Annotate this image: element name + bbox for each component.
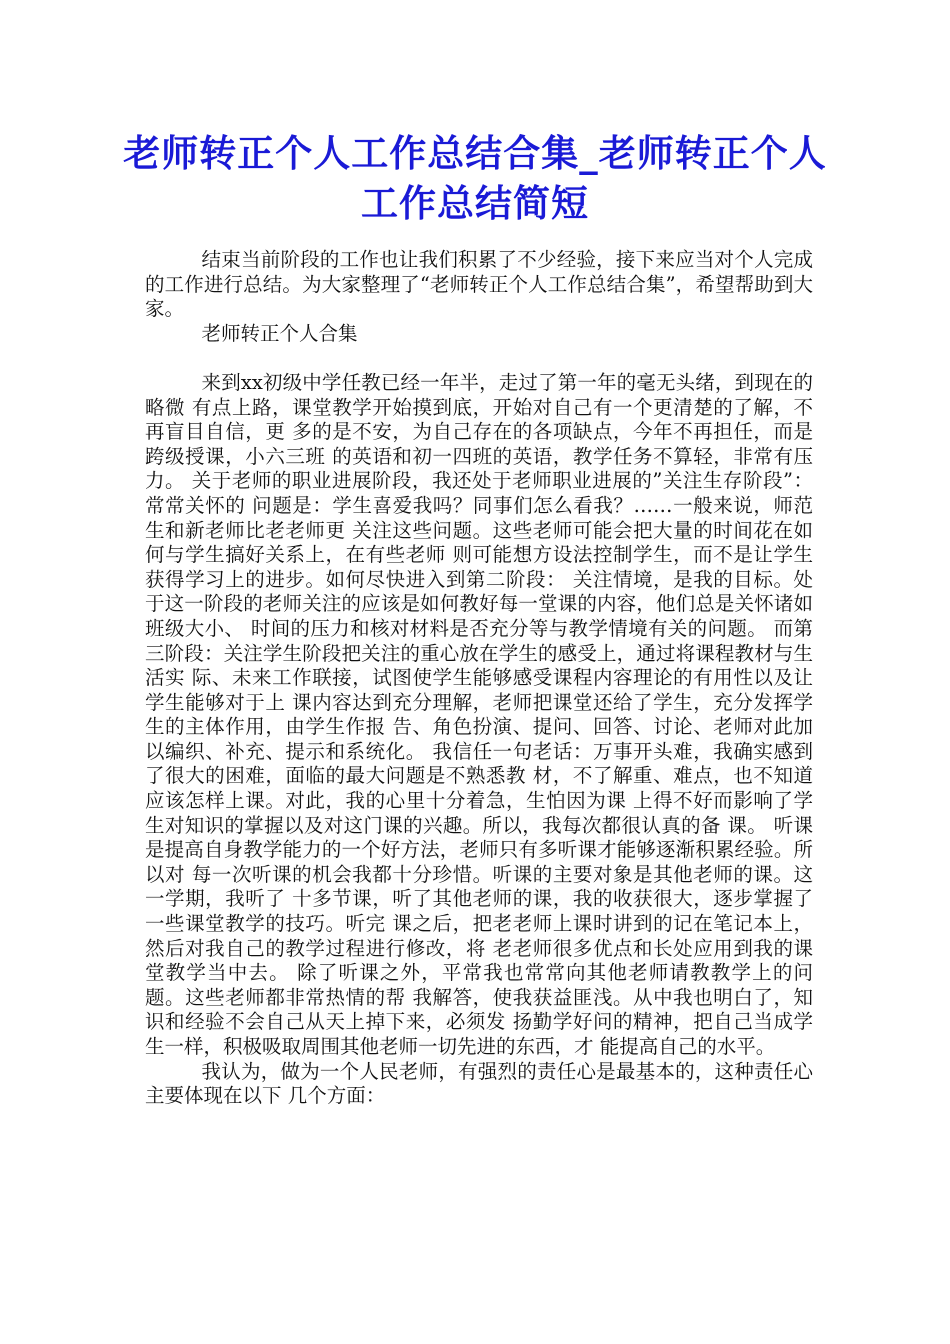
intro-paragraph: 结束当前阶段的工作也让我们积累了不少经验，接下来应当对个人完成的工作进行总结。为大家整理了“老师转正个人工作总结合集”，希望帮助到大家。: [145, 248, 813, 321]
document-body: [145, 248, 813, 1109]
section-subheading: 老师转正个人合集: [201, 321, 358, 345]
paragraph-spacer: [145, 346, 813, 371]
body-paragraph-1: 来到xx初级中学任教已经一年半，走过了第一年的毫无头绪，到现在的略微 有点上路，课堂教学开始摸到底，开始对自己有一个更清楚的了解，不再盲目自信，更 多的是不安，为自己存在的各项缺点，今年不再担任，而是跨级授课，小六三班 的英语和初一四班的英语，教学任务不算轻，非常有压力。 关于老师的职业进展阶段，我还处于老师职业进展的”关注生存阶段”：常常关怀的 问题是：学生喜爱我吗？同事们怎么看我？……一般来说，师范生和新老师比老老师更 关注这些问题。这些老师可能会把大量的时间花在如何与学生搞好关系上，在有些老师 则可能想方设法控制学生，而不是让学生获得学习上的进步。如何尽快进入到第二阶段： 关注情境，是我的目标。处于这一阶段的老师关注的应该是如何教好每一堂课的内容，他们总是关怀诸如班级大小、 时间的压力和核对材料是否充分等与教学情境有关的问题。 而第三阶段：关注学生阶段把关注的重心放在学生的感受上，通过将课程教材与生活实 际、未来工作联接，试图使学生能够感受课程内容理论的有用性以及让学生能够对于上 课内容达到充分理解，老师把课堂还给了学生，充分发挥学生的主体作用，由学生作报 告、角色扮演、提问、回答、讨论、老师对此加以编织、补充、提示和系统化。 我信任一句老话：万事开头难，我确实感到了很大的困难，面临的最大问题是不熟悉教 材，不了解重、难点，也不知道应该怎样上课。对此，我的心里十分着急，生怕因为课 上得不好而影响了学生对知识的掌握以及对这门课的兴趣。所以，我每次都很认真的备 课。 听课是提高自身教学能力的一个好方法，老师只有多听课才能够逐渐积累经验。所以对 每一次听课的机会我都十分珍惜。听课的主要对象是其他老师的课。这一学期，我听了 十多节课，听了其他老师的课，我的收获很大，逐步掌握了一些课堂教学的技巧。听完 课之后，把老老师上课时讲到的记在笔记本上，然后对我自己的教学过程进行修改，将 老老师很多优点和长处应用到我的课堂教学当中去。 除了听课之外，平常我也常常向其他老师请教教学上的问题。这些老师都非常热情的帮 我解答，使我获益匪浅。从中我也明白了，知识和经验不会自己从天上掉下来，必须发 扬勤学好问的精神，把自己当成学生一样，积极吸取周围其他老师一切先进的东西，才 能提高自己的水平。: [145, 370, 813, 1058]
body-paragraph-2: 我认为，做为一个人民老师，有强烈的责任心是最基本的，这种责任心主要体现在以下 几个方面：: [145, 1059, 813, 1108]
document-title: 老师转正个人工作总结合集_老师转正个人工作总结简短: [123, 131, 827, 225]
